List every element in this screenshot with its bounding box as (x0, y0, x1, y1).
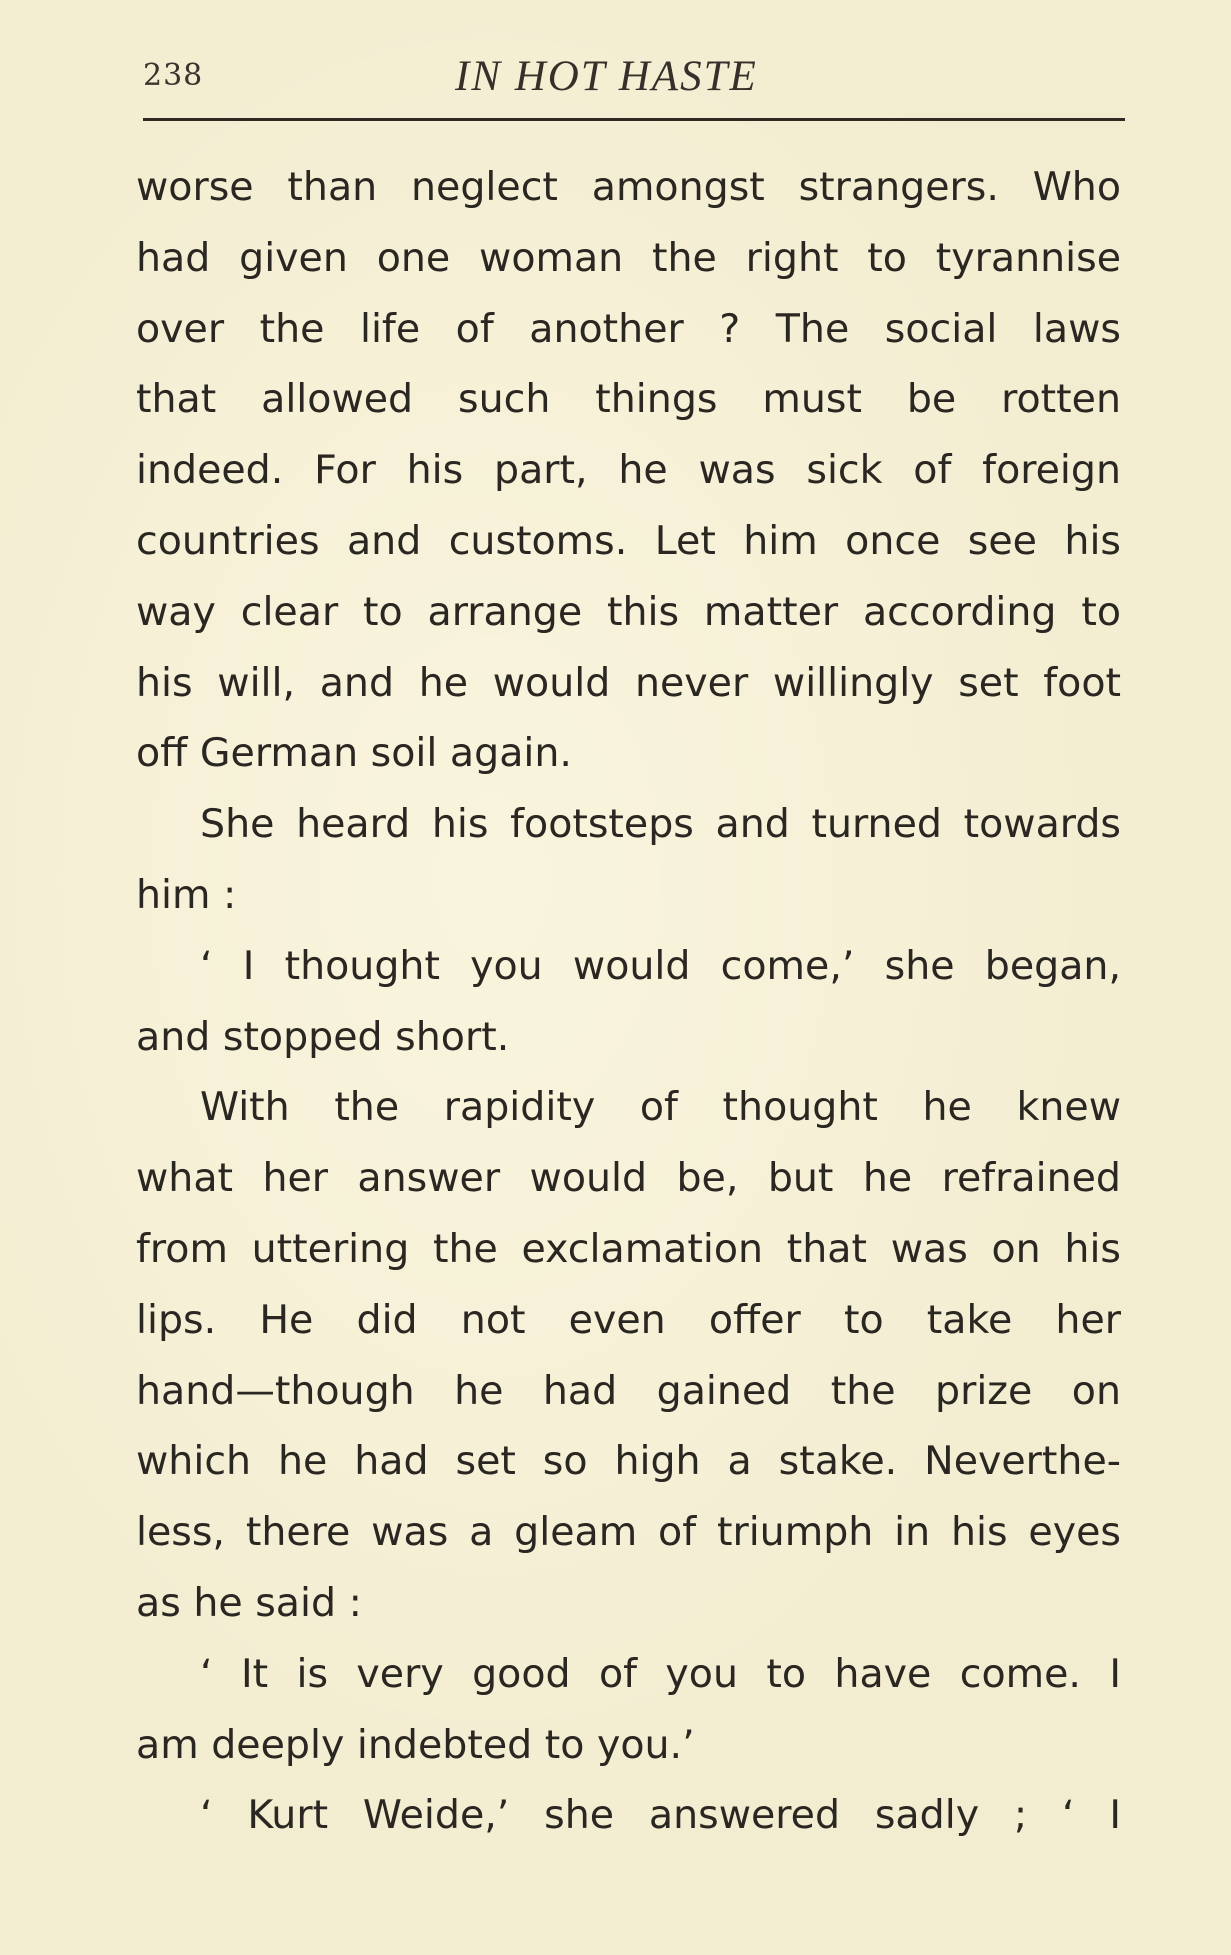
running-head (143, 52, 1123, 108)
book-title: IN HOT HASTE (455, 53, 758, 100)
text-line: am deeply indebted to you.’ (136, 1721, 695, 1768)
text-line: had given one woman the right to tyrannise (136, 234, 1121, 281)
text-line: ‘ Kurt Weide,’ she answered sadly ; ‘ I (200, 1792, 1121, 1839)
text-line: that allowed such things must be rotten (136, 376, 1121, 423)
text-line: indeed. For his part, he was sick of foreign (136, 447, 1121, 494)
header-rule (143, 118, 1125, 121)
text-line: over the life of another ? The social laws (136, 305, 1121, 352)
text-line: lips. He did not even offer to take her (136, 1296, 1121, 1343)
text-line: hand—though he had gained the prize on (136, 1367, 1121, 1414)
text-line: ‘ It is very good of you to have come. I (200, 1650, 1121, 1697)
text-line: way clear to arrange this matter according to (136, 588, 1121, 635)
text-line: as he said : (136, 1579, 362, 1626)
text-line: worse than neglect amongst strangers. Who (136, 164, 1121, 210)
text-line: ‘ I thought you would come,’ she began, (200, 942, 1121, 989)
text-line: and stopped short. (136, 1013, 510, 1060)
text-line: from uttering the exclamation that was on his (136, 1225, 1121, 1272)
text-line: less, there was a gleam of triumph in his eyes (136, 1509, 1121, 1556)
text-line: what her answer would be, but he refrained (136, 1155, 1121, 1202)
text-line: his will, and he would never willingly set foot (136, 659, 1121, 706)
text-line: countries and customs. Let him once see his (136, 517, 1121, 564)
text-line: With the rapidity of thought he knew (200, 1084, 1121, 1131)
body-text (136, 152, 1121, 1851)
page-number: 238 (143, 58, 204, 93)
text-line: which he had set so high a stake. Neverthe- (136, 1438, 1121, 1485)
text-line: She heard his footsteps and turned towards (200, 801, 1121, 848)
text-line: off German soil again. (136, 730, 572, 777)
text-line: him : (136, 871, 237, 918)
